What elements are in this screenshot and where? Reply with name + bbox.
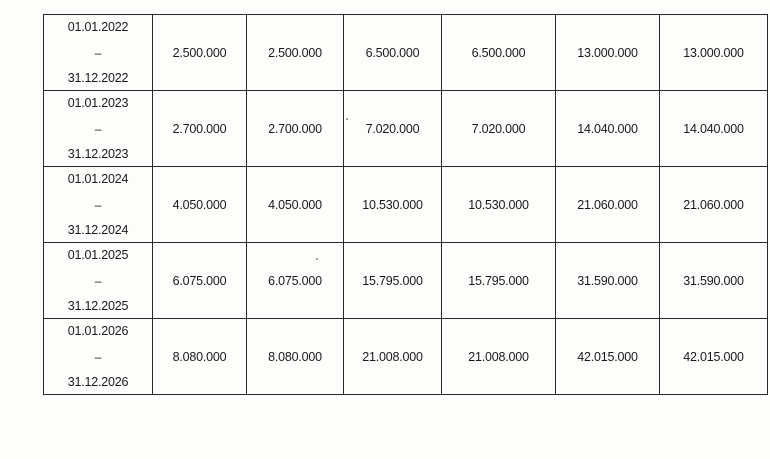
value-cell: 8.080.000 <box>153 319 247 395</box>
value-cell: 21.060.000 <box>660 167 768 243</box>
value-cell: 7.020.000 <box>442 91 556 167</box>
period-end: 31.12.2024 <box>67 223 129 237</box>
value-cell: 42.015.000 <box>660 319 768 395</box>
value-cell: 21.060.000 <box>556 167 660 243</box>
value-cell: 2.500.000 <box>153 15 247 91</box>
period-cell <box>44 319 153 395</box>
period-separator: – <box>94 197 102 212</box>
period-start: 01.01.2026 <box>67 323 129 338</box>
period-separator: – <box>94 121 102 136</box>
table-row <box>44 91 768 167</box>
value-cell: 4.050.000 <box>247 167 344 243</box>
value-cell: 2.700.000 <box>247 91 344 167</box>
period-separator: – <box>94 45 102 60</box>
value-cell: 7.020.000 <box>344 91 442 167</box>
value-cell: 31.590.000 <box>556 243 660 319</box>
period-start: 01.01.2024 <box>67 171 129 186</box>
table-row <box>44 243 768 319</box>
value-cell: 42.015.000 <box>556 319 660 395</box>
value-cell: 6.075.000 <box>247 243 344 319</box>
value-cell: 6.075.000 <box>153 243 247 319</box>
value-cell: 2.500.000 <box>247 15 344 91</box>
value-cell: 10.530.000 <box>344 167 442 243</box>
table-row <box>44 319 768 395</box>
value-cell: 6.500.000 <box>344 15 442 91</box>
period-start: 01.01.2025 <box>67 247 129 262</box>
period-end: 31.12.2025 <box>67 299 129 313</box>
value-cell: 4.050.000 <box>153 167 247 243</box>
period-end: 31.12.2022 <box>67 71 129 85</box>
period-cell <box>44 167 153 243</box>
value-cell: 2.700.000 <box>153 91 247 167</box>
value-cell: 15.795.000 <box>442 243 556 319</box>
period-cell <box>44 91 153 167</box>
value-cell: 13.000.000 <box>556 15 660 91</box>
period-cell <box>44 243 153 319</box>
value-cell: 14.040.000 <box>660 91 768 167</box>
period-start: 01.01.2023 <box>67 95 129 110</box>
period-separator: – <box>94 349 102 364</box>
period-end: 31.12.2026 <box>67 375 129 389</box>
period-separator: – <box>94 273 102 288</box>
value-cell: 21.008.000 <box>344 319 442 395</box>
value-cell: 31.590.000 <box>660 243 768 319</box>
value-cell: 21.008.000 <box>442 319 556 395</box>
value-cell: 8.080.000 <box>247 319 344 395</box>
period-start: 01.01.2022 <box>67 19 129 34</box>
period-cell <box>44 15 153 91</box>
value-cell: 10.530.000 <box>442 167 556 243</box>
value-cell: 6.500.000 <box>442 15 556 91</box>
table-row <box>44 15 768 91</box>
period-end: 31.12.2023 <box>67 147 129 161</box>
value-cell: 13.000.000 <box>660 15 768 91</box>
rate-table-body <box>44 15 768 395</box>
rate-table <box>43 14 768 395</box>
table-row <box>44 167 768 243</box>
value-cell: 15.795.000 <box>344 243 442 319</box>
value-cell: 14.040.000 <box>556 91 660 167</box>
